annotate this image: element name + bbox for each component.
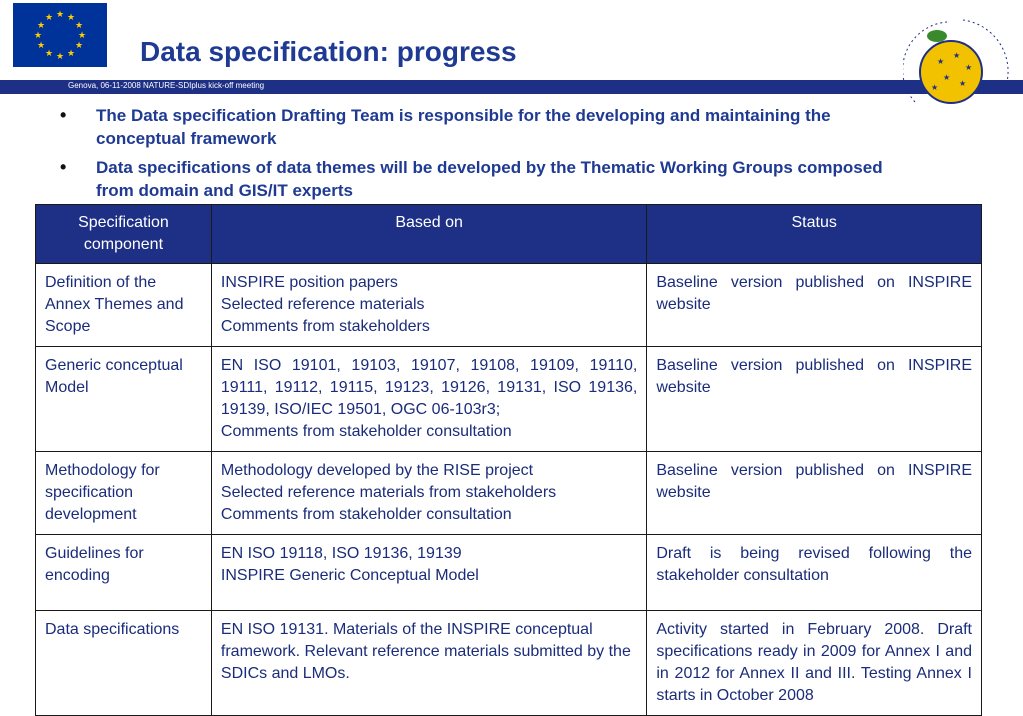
table-row [36,264,982,347]
svg-text:★: ★ [44,12,54,22]
based-on-cell [211,535,646,611]
based-on-line: INSPIRE Generic Conceptual Model [220,567,479,584]
svg-text:★: ★ [74,20,84,30]
column-header: Specification component [36,205,212,264]
svg-text:★: ★ [55,9,65,19]
based-on-cell [211,264,646,347]
based-on-cell [211,611,646,716]
svg-text:★: ★ [77,30,87,40]
status-cell: Baseline version published on INSPIRE website [647,347,982,452]
component-cell: Methodology for specification development [36,452,212,535]
svg-text:★: ★ [36,40,46,50]
status-cell: Baseline version published on INSPIRE website [647,452,982,535]
based-on-line: Comments from stakeholders [220,318,430,335]
based-on-cell [211,452,646,535]
based-on-line: EN ISO 19101, 19103, 19107, 19108, 19109, 19110, 19111, 19112, 19115, 19123, 19126, 19131, ISO 19136, 19139, ISO/IEC 19501, OGC 06-103r3; [220,357,638,418]
slide-title: Data specification: progress [140,36,517,67]
based-on-line: Comments from stakeholder consultation [220,423,512,440]
table-row [36,452,982,535]
bullet-text: Data specifications of data themes will be developed by the Thematic Working Groups composed from domain and GIS/IT experts [96,158,883,200]
bullet-text: The Data specification Drafting Team is responsible for the developing and maintaining the conceptual framework [96,106,831,148]
table-row [36,535,982,611]
svg-text:★: ★ [937,57,945,66]
component-cell: Generic conceptual Model [36,347,212,452]
svg-text:★: ★ [74,40,84,50]
column-header: Based on [211,205,646,264]
bullet-marker: • [60,157,67,177]
status-cell: Activity started in February 2008. Draft specifications ready in 2009 for Annex I and in 2012 for Annex II and III. Testing Annex I starts in October 2008 [647,611,982,716]
bullet-list [60,104,920,208]
svg-text:★: ★ [965,63,973,72]
svg-text:★: ★ [36,20,46,30]
based-on-line: Selected reference materials [220,296,425,313]
meeting-caption: Genova, 06-11-2008 NATURE-SDIplus kick-off meeting [68,81,265,90]
svg-text:★: ★ [55,51,65,61]
based-on-line: Selected reference materials from stakeholders [220,484,557,501]
component-cell: Definition of the Annex Themes and Scope [36,264,212,347]
bullet-marker: • [60,105,67,125]
based-on-cell [211,347,646,452]
svg-text:★: ★ [66,48,76,58]
header-band [0,80,1023,94]
based-on-line: EN ISO 19118, ISO 19136, 19139 [220,545,462,562]
eu-flag-logo [13,3,107,67]
component-cell: Data specifications [36,611,212,716]
svg-text:★: ★ [44,48,54,58]
based-on-line: EN ISO 19131. Materials of the INSPIRE conceptual framework. Relevant reference materials submitted by the SDICs and LMOs. [220,621,631,682]
svg-text:★: ★ [959,79,967,88]
bullet-item [60,156,920,202]
based-on-line: Methodology developed by the RISE project [220,462,534,479]
specification-table [35,204,982,716]
svg-text:★: ★ [943,73,951,82]
table-header-row [36,205,982,264]
status-cell: Draft is being revised following the stakeholder consultation [647,535,982,611]
bullet-item [60,104,920,150]
svg-text:★: ★ [953,51,961,60]
table-row [36,347,982,452]
svg-text:★: ★ [66,12,76,22]
status-cell: Baseline version published on INSPIRE website [647,264,982,347]
component-cell: Guidelines for encoding [36,535,212,611]
svg-text:★: ★ [33,30,43,40]
column-header: Status [647,205,982,264]
based-on-line: Comments from stakeholder consultation [220,506,512,523]
svg-text:★: ★ [931,83,939,92]
table-row [36,611,982,716]
based-on-line: INSPIRE position papers [220,274,398,291]
